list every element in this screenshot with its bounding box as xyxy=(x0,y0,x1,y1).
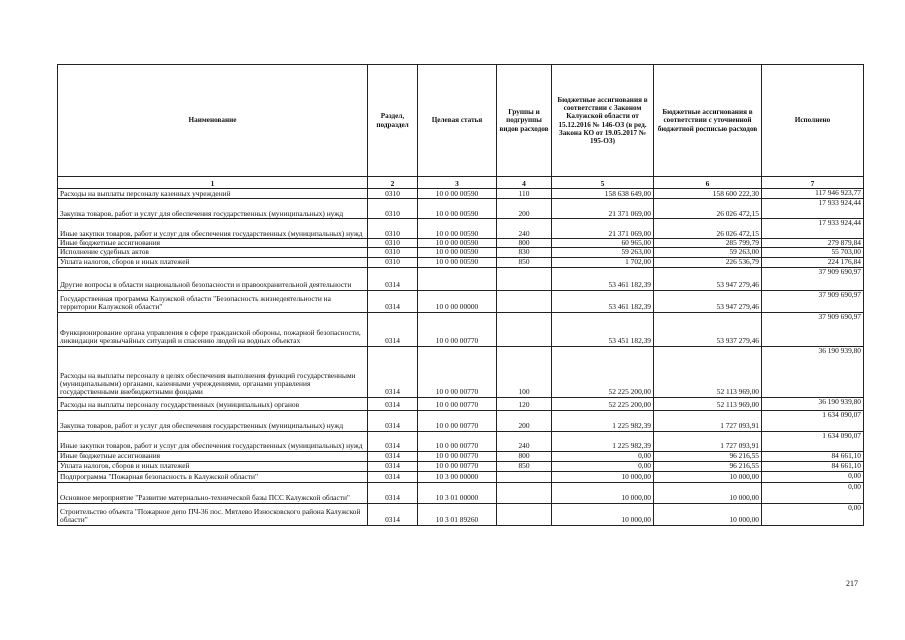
row-budget-refined: 52 113 969,00 xyxy=(654,346,762,397)
row-name: Расходы на выплаты персоналу казенных учреждений xyxy=(58,189,368,199)
row-name: Подпрограмма "Пожарная безопасность в Калужской области" xyxy=(58,471,368,482)
row-name: Иные бюджетные ассигнования xyxy=(58,239,368,248)
table-row xyxy=(58,431,864,451)
row-budget-refined: 26 026 472,15 xyxy=(654,219,762,239)
table-row xyxy=(58,199,864,219)
row-target: 10 3 00 00000 xyxy=(418,471,497,482)
budget-table xyxy=(57,64,864,526)
column-number: 6 xyxy=(654,177,762,189)
table-row xyxy=(58,219,864,239)
table-row xyxy=(58,189,864,199)
row-budget-law: 158 638 649,00 xyxy=(552,189,654,199)
row-group: 240 xyxy=(497,219,552,239)
row-budget-law: 52 225 200,00 xyxy=(552,397,654,410)
row-group: 830 xyxy=(497,248,552,257)
table-row xyxy=(58,239,864,248)
table-row xyxy=(58,410,864,431)
row-target: 10 0 00 00590 xyxy=(418,199,497,219)
row-name: Закупка товаров, работ и услуг для обеспечения государственных (муниципальных) нужд xyxy=(58,199,368,219)
row-budget-refined: 226 536,79 xyxy=(654,257,762,267)
row-group xyxy=(497,471,552,482)
header-row xyxy=(58,65,864,177)
row-name: Уплата налогов, сборов и иных платежей xyxy=(58,461,368,471)
row-section: 0314 xyxy=(368,503,418,525)
column-number: 4 xyxy=(497,177,552,189)
table-row xyxy=(58,312,864,346)
row-budget-law: 53 461 182,39 xyxy=(552,290,654,312)
row-group xyxy=(497,482,552,503)
row-executed: 36 190 939,80 xyxy=(762,397,864,410)
row-section: 0314 xyxy=(368,451,418,461)
row-group: 240 xyxy=(497,431,552,451)
row-executed: 0,00 xyxy=(762,482,864,503)
row-executed: 84 661,10 xyxy=(762,461,864,471)
row-section: 0314 xyxy=(368,312,418,346)
row-target: 10 0 00 00590 xyxy=(418,189,497,199)
row-name: Строительство объекта "Пожарное депо ПЧ-36 пос. Мятлево Износковского района Калужской области" xyxy=(58,503,368,525)
row-budget-refined: 26 026 472,15 xyxy=(654,199,762,219)
header-budget-law: Бюджетные ассигнования в соответствии с Законом Калужской области от 15.12.2016 № 146-ОЗ (в ред. Закона КО от 19.05.2017 № 195-ОЗ) xyxy=(552,65,654,177)
column-number: 5 xyxy=(552,177,654,189)
row-section: 0310 xyxy=(368,199,418,219)
row-executed: 36 190 939,80 xyxy=(762,346,864,397)
row-name: Государственная программа Калужской области "Безопасность жизнедеятельности на территории Калужской области" xyxy=(58,290,368,312)
row-budget-refined: 53 947 279,46 xyxy=(654,267,762,290)
row-group: 850 xyxy=(497,257,552,267)
table-row xyxy=(58,461,864,471)
row-target: 10 0 00 00770 xyxy=(418,431,497,451)
row-budget-law: 21 371 069,00 xyxy=(552,199,654,219)
row-budget-refined: 10 000,00 xyxy=(654,471,762,482)
table-row xyxy=(58,503,864,525)
header-target: Целевая статья xyxy=(418,65,497,177)
row-budget-law: 52 225 200,00 xyxy=(552,346,654,397)
row-budget-law: 10 000,00 xyxy=(552,471,654,482)
row-target: 10 0 00 00770 xyxy=(418,461,497,471)
row-executed: 1 634 090,07 xyxy=(762,431,864,451)
row-target: 10 3 01 89260 xyxy=(418,503,497,525)
row-name: Закупка товаров, работ и услуг для обеспечения государственных (муниципальных) нужд xyxy=(58,410,368,431)
row-group: 100 xyxy=(497,346,552,397)
row-section: 0310 xyxy=(368,239,418,248)
row-name: Иные бюджетные ассигнования xyxy=(58,451,368,461)
row-group: 800 xyxy=(497,451,552,461)
column-number-row xyxy=(58,177,864,189)
table-row xyxy=(58,248,864,257)
row-budget-refined: 53 947 279,46 xyxy=(654,290,762,312)
row-name: Расходы на выплаты персоналу государственных (муниципальных) органов xyxy=(58,397,368,410)
row-budget-refined: 52 113 969,00 xyxy=(654,397,762,410)
row-executed: 17 933 924,44 xyxy=(762,199,864,219)
row-executed: 55 703,00 xyxy=(762,248,864,257)
row-budget-law: 0,00 xyxy=(552,461,654,471)
row-section: 0314 xyxy=(368,482,418,503)
row-budget-law: 59 263,00 xyxy=(552,248,654,257)
row-group: 800 xyxy=(497,239,552,248)
row-budget-refined: 53 937 279,46 xyxy=(654,312,762,346)
row-budget-law: 10 000,00 xyxy=(552,503,654,525)
row-executed: 84 661,10 xyxy=(762,451,864,461)
row-budget-law: 0,00 xyxy=(552,451,654,461)
row-name: Функционирование органа управления в сфере гражданской обороны, пожарной безопасности, ликвидации чрезвычайных ситуаций и спасению людей на водных объектах xyxy=(58,312,368,346)
row-executed: 17 933 924,44 xyxy=(762,219,864,239)
row-budget-law: 21 371 069,00 xyxy=(552,219,654,239)
table-row xyxy=(58,397,864,410)
row-executed: 0,00 xyxy=(762,503,864,525)
row-name: Иные закупки товаров, работ и услуг для обеспечения государственных (муниципальных) нужд xyxy=(58,219,368,239)
row-budget-law: 10 000,00 xyxy=(552,482,654,503)
row-section: 0310 xyxy=(368,219,418,239)
row-section: 0310 xyxy=(368,248,418,257)
row-section: 0314 xyxy=(368,461,418,471)
row-budget-refined: 96 216,55 xyxy=(654,451,762,461)
row-target: 10 0 00 00770 xyxy=(418,451,497,461)
table-row xyxy=(58,451,864,461)
row-name: Расходы на выплаты персоналу в целях обеспечения выполнения функций государственными (муниципальными) органами, казенными учреждениями, органами управления государственными внебюджетными фондами xyxy=(58,346,368,397)
row-target: 10 0 00 00590 xyxy=(418,219,497,239)
row-section: 0310 xyxy=(368,257,418,267)
row-group: 200 xyxy=(497,199,552,219)
row-executed: 37 909 690,97 xyxy=(762,312,864,346)
row-budget-law: 53 461 182,39 xyxy=(552,267,654,290)
row-budget-law: 1 225 982,39 xyxy=(552,410,654,431)
row-name: Уплата налогов, сборов и иных платежей xyxy=(58,257,368,267)
table-row xyxy=(58,471,864,482)
header-section: Раздел, подраздел xyxy=(368,65,418,177)
row-section: 0314 xyxy=(368,471,418,482)
row-group: 120 xyxy=(497,397,552,410)
table-row xyxy=(58,482,864,503)
row-budget-refined: 1 727 093,91 xyxy=(654,410,762,431)
row-section: 0314 xyxy=(368,267,418,290)
row-executed: 37 909 690,97 xyxy=(762,267,864,290)
row-group: 850 xyxy=(497,461,552,471)
row-target: 10 0 00 00000 xyxy=(418,290,497,312)
table-row xyxy=(58,290,864,312)
row-executed: 0,00 xyxy=(762,471,864,482)
header-group: Группы и подгруппы видов расходов xyxy=(497,65,552,177)
row-group xyxy=(497,312,552,346)
row-target: 10 3 01 00000 xyxy=(418,482,497,503)
header-name: Наименование xyxy=(58,65,368,177)
row-name: Иные закупки товаров, работ и услуг для обеспечения государственных (муниципальных) нужд xyxy=(58,431,368,451)
column-number: 7 xyxy=(762,177,864,189)
table-row xyxy=(58,346,864,397)
row-name: Основное мероприятие "Развитие материально-технической базы ПСС Калужской области" xyxy=(58,482,368,503)
row-target: 10 0 00 00590 xyxy=(418,257,497,267)
table-body xyxy=(58,189,864,526)
row-executed: 37 909 690,97 xyxy=(762,290,864,312)
row-group xyxy=(497,267,552,290)
row-section: 0314 xyxy=(368,431,418,451)
column-number: 3 xyxy=(418,177,497,189)
row-budget-refined: 10 000,00 xyxy=(654,482,762,503)
column-number: 1 xyxy=(58,177,368,189)
header-budget-refined: Бюджетные ассигнования в соответствии с уточненной бюджетной росписью расходов xyxy=(654,65,762,177)
row-name: Исполнение судебных актов xyxy=(58,248,368,257)
table-row xyxy=(58,267,864,290)
row-section: 0310 xyxy=(368,189,418,199)
row-target: 10 0 00 00770 xyxy=(418,346,497,397)
row-target: 10 0 00 00590 xyxy=(418,239,497,248)
row-budget-refined: 96 216,55 xyxy=(654,461,762,471)
row-group: 200 xyxy=(497,410,552,431)
row-budget-refined: 158 600 222,30 xyxy=(654,189,762,199)
row-executed: 224 176,84 xyxy=(762,257,864,267)
row-budget-refined: 285 799,79 xyxy=(654,239,762,248)
row-target: 10 0 00 00590 xyxy=(418,248,497,257)
row-group xyxy=(497,290,552,312)
row-section: 0314 xyxy=(368,410,418,431)
header-executed: Исполнено xyxy=(762,65,864,177)
row-budget-law: 53 451 182,39 xyxy=(552,312,654,346)
row-budget-refined: 59 263,00 xyxy=(654,248,762,257)
row-executed: 279 879,84 xyxy=(762,239,864,248)
row-section: 0314 xyxy=(368,397,418,410)
row-budget-law: 1 702,00 xyxy=(552,257,654,267)
column-number: 2 xyxy=(368,177,418,189)
row-target xyxy=(418,267,497,290)
row-budget-refined: 10 000,00 xyxy=(654,503,762,525)
row-group xyxy=(497,503,552,525)
row-target: 10 0 00 00770 xyxy=(418,312,497,346)
row-target: 10 0 00 00770 xyxy=(418,397,497,410)
row-group: 110 xyxy=(497,189,552,199)
row-budget-law: 60 965,00 xyxy=(552,239,654,248)
table-row xyxy=(58,257,864,267)
row-executed: 117 946 923,77 xyxy=(762,189,864,199)
row-section: 0314 xyxy=(368,290,418,312)
row-executed: 1 634 090,07 xyxy=(762,410,864,431)
row-budget-refined: 1 727 093,91 xyxy=(654,431,762,451)
row-section: 0314 xyxy=(368,346,418,397)
row-target: 10 0 00 00770 xyxy=(418,410,497,431)
row-budget-law: 1 225 982,39 xyxy=(552,431,654,451)
page-number: 217 xyxy=(846,579,858,588)
row-name: Другие вопросы в области национальной безопасности и правоохранительной деятельности xyxy=(58,267,368,290)
